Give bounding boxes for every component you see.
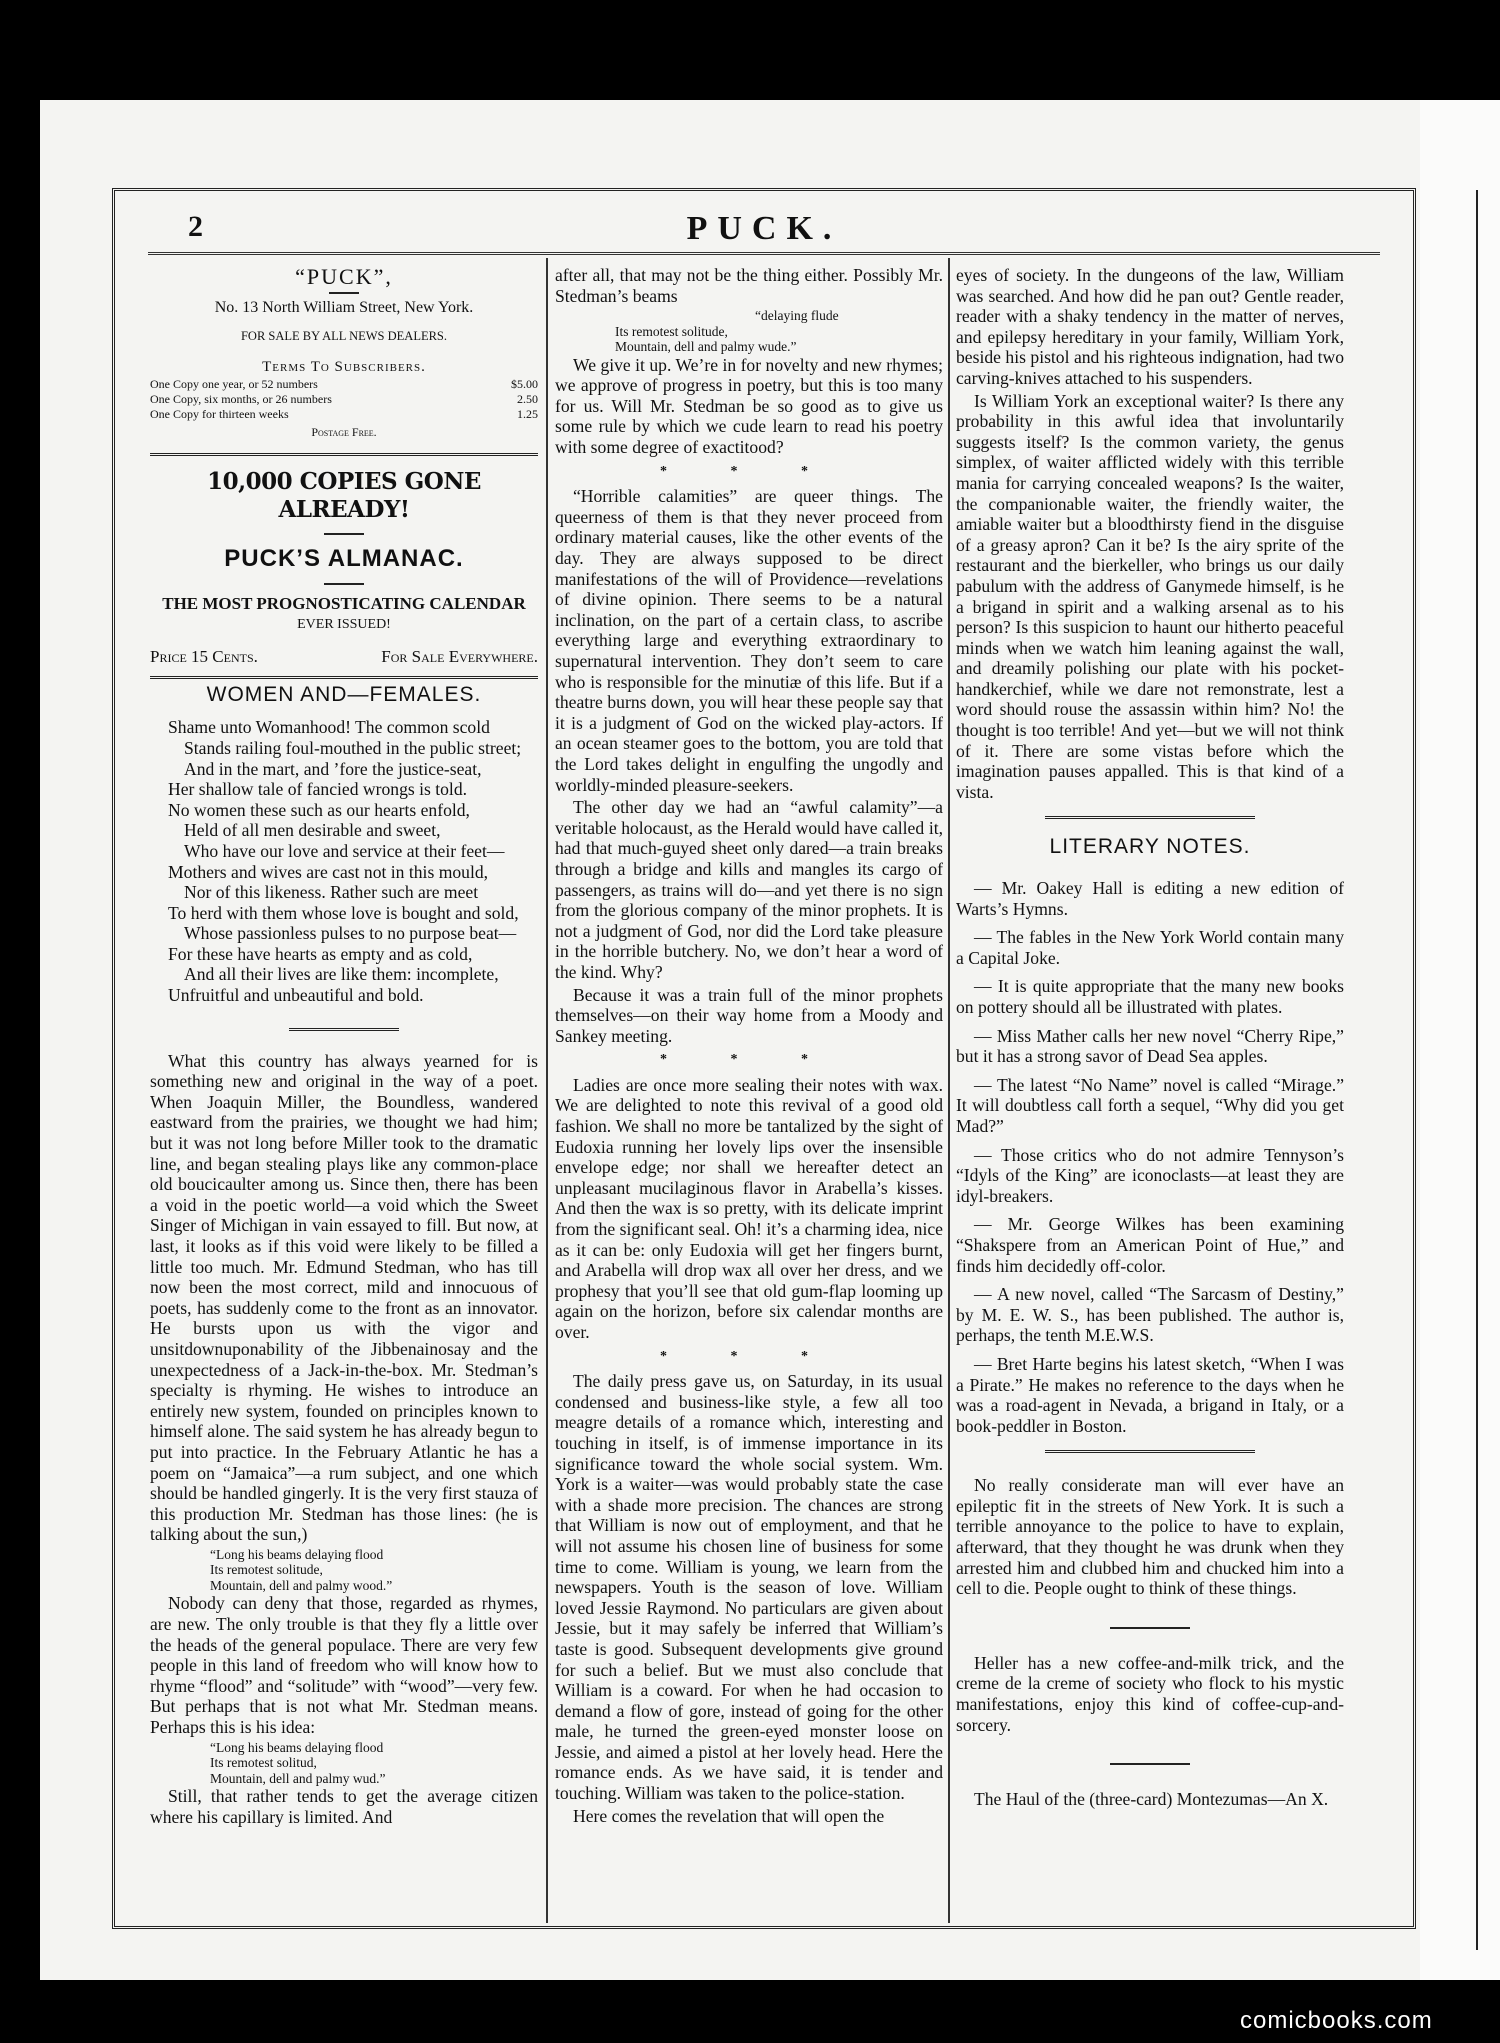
divider <box>1110 1763 1190 1765</box>
masthead-title: PUCK. <box>686 210 842 247</box>
article-paragraph: The Haul of the (three-card) Montezumas—An X. <box>974 1789 1329 1810</box>
section-stars: * * * <box>660 1052 838 1068</box>
page-number: 2 <box>188 210 203 243</box>
poem-line: And all their lives are like them: incomplete, <box>184 964 499 985</box>
literary-note: — Miss Mather calls her new novel “Cherry Ripe,” but it has a strong savor of Dead Sea apples. <box>956 1025 1344 1067</box>
article-paragraph: after all, that may not be the thing either. Possibly Mr. Stedman’s beams <box>555 265 943 306</box>
column-2 <box>555 265 943 1828</box>
column-divider <box>546 258 548 1923</box>
almanac-subtitle-2: EVER ISSUED! <box>297 616 391 632</box>
terms-row: One Copy for thirteen weeks 1.25 <box>150 407 538 422</box>
article-paragraph: Because it was a train full of the minor prophets themselves—on their way home from a Moody and Sankey meeting. <box>555 984 943 1046</box>
divider <box>150 676 538 679</box>
postage-note: Postage Free. <box>311 425 377 440</box>
terms-row: One Copy, six months, or 26 numbers 2.50 <box>150 392 538 407</box>
article-paragraph: eyes of society. In the dungeons of the law, William was searched. And how did he pan out? Gentle reader, reader with a shaky tendency in the matter of nerves, and epilepsy hereditary in your family, William York, beside his pistol and his righteous indignation, had two carving-knives attached to his suspenders. <box>956 265 1344 388</box>
divider <box>1110 1627 1190 1629</box>
masthead <box>148 210 1380 250</box>
article-paragraph: We give it up. We’re in for novelty and new rhymes; we approve of progress in poetry, but this is too many for us. Will Mr. Stedman be so good as to give us some rule by which we cude learn to read his poetry with some degree of exactitood? <box>555 354 943 458</box>
divider <box>150 453 538 456</box>
literary-note: — A new novel, called “The Sarcasm of Destiny,” by M. E. W. S., has been published. The author is, perhaps, the tenth M.E.W.S. <box>956 1284 1344 1346</box>
poem-line: Stands railing foul-mouthed in the public street; <box>184 737 522 758</box>
divider <box>324 583 364 585</box>
almanac-title: PUCK’S ALMANAC. <box>224 544 464 572</box>
poem-line: To herd with them whose love is bought and sold, <box>168 902 519 923</box>
poem-line: For these have hearts as empty and as cold, <box>168 943 473 964</box>
article-paragraph: What this country has always yearned for is something new and original in the way of a poet. When Joaquin Miller, the Boundless, wandered eastward from the prairies, we thought we had him; but it was not long before Miller took to the dramatic line, and began stealing plays like any common-place old boucicaulter among us. Since then, there has been a void in the poetic world—a void which the Sweet Singer of Michigan in vain essayed to fill. But now, at last, it looks as if this void were likely to be filled a little too much. Mr. Edmund Stedman, who has till now been the most correct, mild and innocuous of poets, has suddenly come to the front as an innovator. He bursts upon us with the vigor and unsitdownuponability of the Jibbenainosay and the unexpectedness of a Jack-in-the-box. Mr. Stedman’s specialty is rhyming. He wishes to introduce an entirely new system, founded on principles known to himself alone. The said system he has already begun to put into practice. In the February Atlantic he has a poem on “Jamaica”—a rum subject, and one which should be handled gingerly. It is the very first stauza of this production Mr. Stedman has those lines: (he is talking about the sun,) <box>150 1050 538 1545</box>
almanac-price-row <box>150 647 538 668</box>
office-address: No. 13 North William Street, New York. <box>214 298 474 316</box>
article-paragraph: Here comes the revelation that will open the <box>573 1805 885 1826</box>
poem-line: And in the mart, and ’fore the justice-seat, <box>184 758 482 779</box>
poem-line: Who have our love and service at their feet— <box>184 840 505 861</box>
divider <box>324 533 364 535</box>
poem-line: No women these such as our hearts enfold, <box>168 799 470 820</box>
section-stars: * * * <box>660 1348 838 1364</box>
divider <box>1045 816 1255 819</box>
literary-notes-title: LITERARY NOTES. <box>1049 835 1251 859</box>
terms-row: One Copy one year, or 52 numbers $5.00 <box>150 377 538 392</box>
article-paragraph: No really considerate man will ever have an epileptic fit in the streets of New York. It is such a terrible annoyance to the police to have to explain, afterward, that they thought he was drunk when they arrested him and clubbed him and chucked him into a cell to die. People ought to think of these things. <box>956 1475 1344 1599</box>
subscription-box-title: “PUCK”, <box>295 264 393 289</box>
divider <box>1045 1450 1255 1453</box>
article-paragraph: Is William York an exceptional waiter? Is there any probability in this awful idea that involuntarily suggests itself? Is the common variety, the genus simplex, of waiter afflicted widely with this terrible mania for carrying concealed weapons? Is the waiter, the companionable waiter, the friendly waiter, the amiable waiter but a bloodthirsty fiend in the disguise of a greasy apron? Can it be? Is the airy sprite of the restaurant and the bierkeller, who brings us our daily pabulum with the address of Ganymede himself, is he a brigand in spirit and a walking arsenal as to his person? Is this suspicion to haunt our hitherto peaceful minds when we watch him leaning against the wall, and dreamily polishing our plate with his pocket-handkerchief, while we dare not remonstrate, lest a word should rouse the assassin within him? No! the thought is too terrible! And yet—but we will not think of it. There are some vistas before which the imagination pauses appalled. This is that kind of a vista. <box>956 390 1344 802</box>
terms-heading: Terms To Subscribers. <box>262 358 426 375</box>
poem-line: Whose passionless pulses to no purpose beat— <box>184 923 517 944</box>
article-paragraph: The daily press gave us, on Saturday, in its usual condensed and business-like style, a few all too meagre details of a romance which, interesting and touching in itself, is of immense importance in its significance toward the whole social system. Wm. York is a waiter—was would probably state the case with a shade more precision. The chances are strong that William is now out of employment, and that he will not assume his chosen line of business for some time to come. William is young, we learn from the newspapers. Youth is the season of love. William loved Jessie Raymond. No particulars are given about Jessie, but it may safely be inferred that William’s taste is good. Subsequent developments give ground for such a belief. But we must also conclude that William is a coward. For when he had occasion to demand a flow of gore, instead of going for the other male, he turned the green-eyed monster loose on Jessie, and aimed a pistol at her lovely head. Here the romance ends. As we have said, it is tender and touching. William was taken to the police-station. <box>555 1371 943 1804</box>
literary-note: — Mr. George Wilkes has been examining “Shakspere from an American Point of Hue,” and finds him decidedly off-color. <box>956 1214 1344 1276</box>
column-divider <box>948 258 950 1923</box>
sale-notice: FOR SALE BY ALL NEWS DEALERS. <box>240 329 448 344</box>
section-stars: * * * <box>660 463 838 479</box>
article-paragraph: The other day we had an “awful calamity”—a veritable holocaust, as the Herald would have called it, had that much-guyed sheet only dared—a train breaks through a bridge and kills and mangles its cargo of passengers, as trains will do—and yet there is no sign from the glorious company of the minor prophets. It is not a judgment of God, nor did the Lord take pleasure in the horrible butchery. No, we don’t hear a word of the kind. Why? <box>555 797 943 982</box>
masthead-rule <box>148 252 1380 255</box>
literary-note: — Bret Harte begins his latest sketch, “When I was a Pirate.” He makes no reference to the days when he was a road-agent in Nevada, a brigand in Italy, or a book-peddler in Boston. <box>956 1353 1344 1436</box>
facing-page-edge <box>1420 100 1500 1980</box>
poem-title: WOMEN AND—FEMALES. <box>206 682 482 706</box>
poem-line: Unfruitful and unbeautiful and bold. <box>168 985 424 1006</box>
poem-line: Nor of this likeness. Rather such are meet <box>184 882 479 903</box>
terms-table <box>150 377 538 422</box>
quotation: “delaying flude Its remotest solitude, Mountain, dell and palmy wude.” <box>615 308 839 355</box>
column-3 <box>956 265 1344 1812</box>
article-paragraph: Heller has a new coffee-and-milk trick, and the creme de la creme of society who flock to his mystic manifestations, enjoy this kind of coffee-cup-and-sorcery. <box>956 1652 1344 1735</box>
watermark-logo: comicbooks.com <box>1240 2007 1433 2034</box>
poem-line: Shame unto Womanhood! The common scold <box>168 717 490 738</box>
literary-note: — Those critics who do not admire Tennyson’s “Idyls of the King” are iconoclasts—at least they are idyl-breakers. <box>956 1144 1344 1206</box>
literary-note: — It is quite appropriate that the many new books on pottery should all be illustrated with plates. <box>956 976 1344 1017</box>
column-1 <box>150 265 538 1829</box>
quotation: “Long his beams delaying flood Its remotest solitude, Mountain, dell and palmy wood.” <box>210 1546 393 1593</box>
almanac-headline: 10,000 COPIES GONE ALREADY! <box>207 467 481 523</box>
poem-line: Her shallow tale of fancied wrongs is told. <box>168 779 468 800</box>
article-paragraph: Still, that rather tends to get the average citizen where his capillary is limited. And <box>150 1786 538 1827</box>
article-paragraph: “Horrible calamities” are queer things. The queerness of them is that they never proceed from ordinary material causes, like the other events of the day. They are always supposed to be direct manifestations of the will of Providence—revelations of divine opinion. There seems to be a natural inclination, on the part of a certain class, to ascribe everything large and everything extraordinary to supernatural intervention. They don’t seem to care who is responsible for the minutiæ of this life. But if a theatre burns down, you will hear these people say that it is a judgment of God on the wicked play-actors. If an ocean steamer goes to the bottom, you are told that the Lord takes delight in engulfing the ungodly and worldly-minded pleasure-seekers. <box>555 486 943 795</box>
poem-line: Held of all men desirable and sweet, <box>184 820 441 841</box>
almanac-price: Price 15 Cents. <box>150 647 258 667</box>
quotation: “Long his beams delaying flood Its remotest solitud, Mountain, dell and palmy wud.” <box>210 1739 386 1786</box>
literary-note: — The latest “No Name” novel is called “Mirage.” It will doubtless call forth a sequel, “Why did you get Mad?” <box>956 1074 1344 1136</box>
article-paragraph: Ladies are once more sealing their notes with wax. We are delighted to note this revival of a good old fashion. We shall no more be tantalized by the sight of Eudoxia running her lovely lips over the insensible envelope edge; nor shall we hereafter detect an unpleasant mucilaginous flavor in Arabella’s kisses. And then the wax is so pretty, with its delicate imprint from the significant seal. Oh! it’s a charming idea, nice as it can be: only Eudoxia will get her fingers burnt, and Arabella will drop wax all over her dress, and we prophesy that you’ll see that old gum-flap looming up again on the horizon, before six calendar months are over. <box>555 1074 943 1342</box>
poem <box>150 717 538 1005</box>
almanac-subtitle: THE MOST PROGNOSTICATING CALENDAR <box>162 593 526 613</box>
divider <box>289 1028 399 1031</box>
literary-note: — Mr. Oakey Hall is editing a new edition of Warts’s Hymns. <box>956 878 1344 919</box>
divider <box>329 292 359 294</box>
poem-line: Mothers and wives are cast not in this mould, <box>168 861 489 882</box>
almanac-sale: For Sale Everywhere. <box>381 647 538 667</box>
article-paragraph: Nobody can deny that those, regarded as rhymes, are new. The only trouble is that they fly a little over the heads of the general populace. There are very few people in this land of freedom who will know how to rhyme “flood” and “solitude” with “wood”—very few. But perhaps that is not what Mr. Stedman means. Perhaps this is his idea: <box>150 1593 538 1737</box>
literary-note: — The fables in the New York World contain many a Capital Joke. <box>956 927 1344 968</box>
